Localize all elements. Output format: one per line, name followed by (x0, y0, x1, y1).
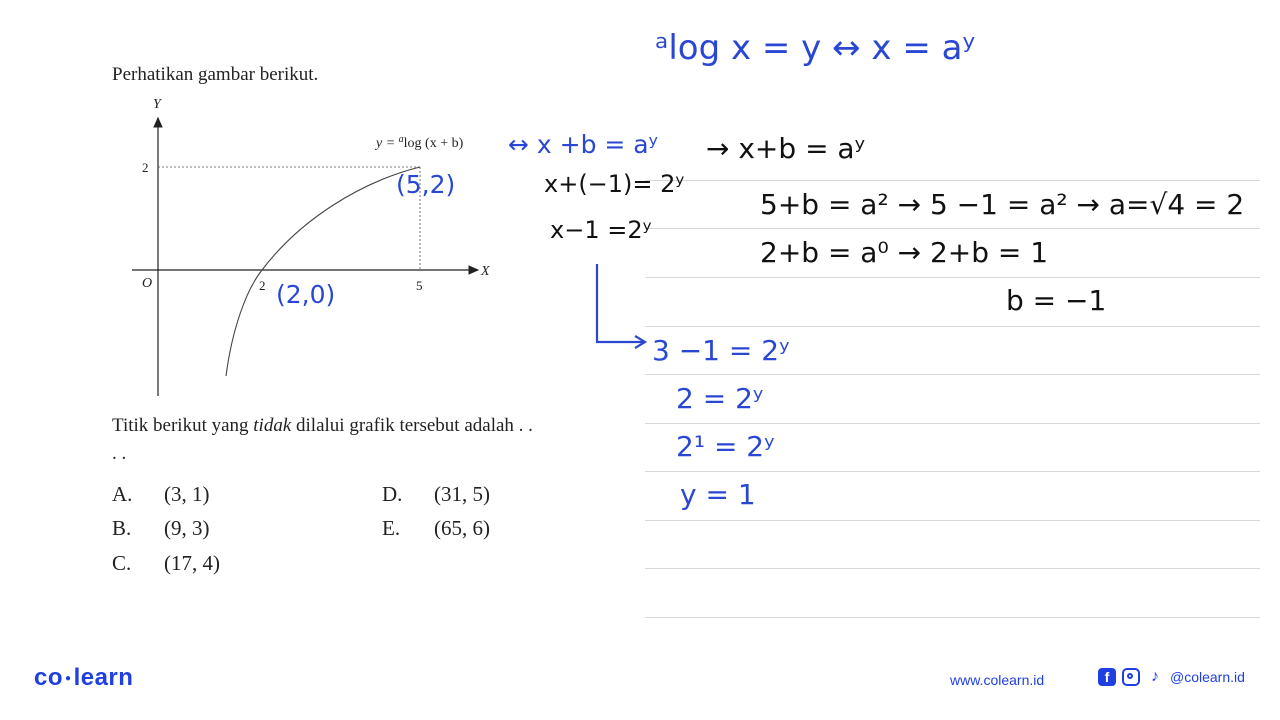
footer (0, 650, 1280, 720)
option-e[interactable]: E. (65, 6) (382, 516, 490, 540)
website-link[interactable]: www.colearn.id (950, 672, 1045, 688)
problem-intro: Perhatikan gambar berikut. (112, 64, 319, 85)
annotation-step7: 2¹ = 2ʸ (676, 430, 775, 463)
annotation-step2: 5+b = a² → 5 −1 = a² → a=√4 = 2 (760, 188, 1245, 221)
function-label: y = $^a$log (x + b) (376, 134, 464, 151)
annotation-eq2: x−1 =2ʸ (550, 216, 652, 244)
option-a[interactable]: A. (3, 1) (112, 482, 210, 506)
annotation-point-bottom: (2,0) (276, 280, 336, 309)
x-tick-label-5: 5 (416, 278, 423, 293)
annotation-step3: 2+b = a⁰ → 2+b = 1 (760, 236, 1049, 269)
social-handle[interactable]: @colearn.id (1170, 669, 1245, 685)
y-tick-label: 2 (142, 160, 149, 175)
annotation-bracket-arrow (585, 260, 655, 355)
y-axis-label: Y (153, 97, 161, 112)
log-curve (226, 167, 420, 376)
annotation-step8: y = 1 (680, 478, 756, 511)
colearn-logo[interactable]: co ●learn (34, 664, 134, 691)
x-axis-label: X (481, 264, 490, 279)
annotation-step4: b = −1 (1006, 284, 1107, 317)
annotation-step6: 2 = 2ʸ (676, 382, 764, 415)
option-c[interactable]: C. (17, 4) (112, 551, 220, 575)
annotation-point-top: (5,2) (396, 170, 456, 199)
origin-label: O (142, 276, 153, 291)
social-links (1098, 668, 1245, 686)
annotation-step1: → x+b = aʸ (706, 132, 866, 165)
option-d[interactable]: D. (31, 5) (382, 482, 490, 506)
annotation-step5: 3 −1 = 2ʸ (652, 334, 790, 367)
question-text: Titik berikut yang tidak dilalui grafik tersebut adalah . . . . (112, 415, 533, 464)
facebook-icon[interactable]: f (1098, 668, 1116, 686)
annotation-eq1: x+(−1)= 2ʸ (544, 170, 685, 198)
x-tick-label-2: 2 (259, 278, 266, 293)
tiktok-icon[interactable]: ♪ (1151, 668, 1159, 685)
instagram-icon[interactable] (1122, 668, 1140, 686)
option-b[interactable]: B. (9, 3) (112, 516, 210, 540)
annotation-arrow-equation: ↔ x +b = aʸ (508, 130, 658, 159)
annotation-header-rule: ᵃlog x = y ↔ x = aʸ (655, 28, 976, 68)
